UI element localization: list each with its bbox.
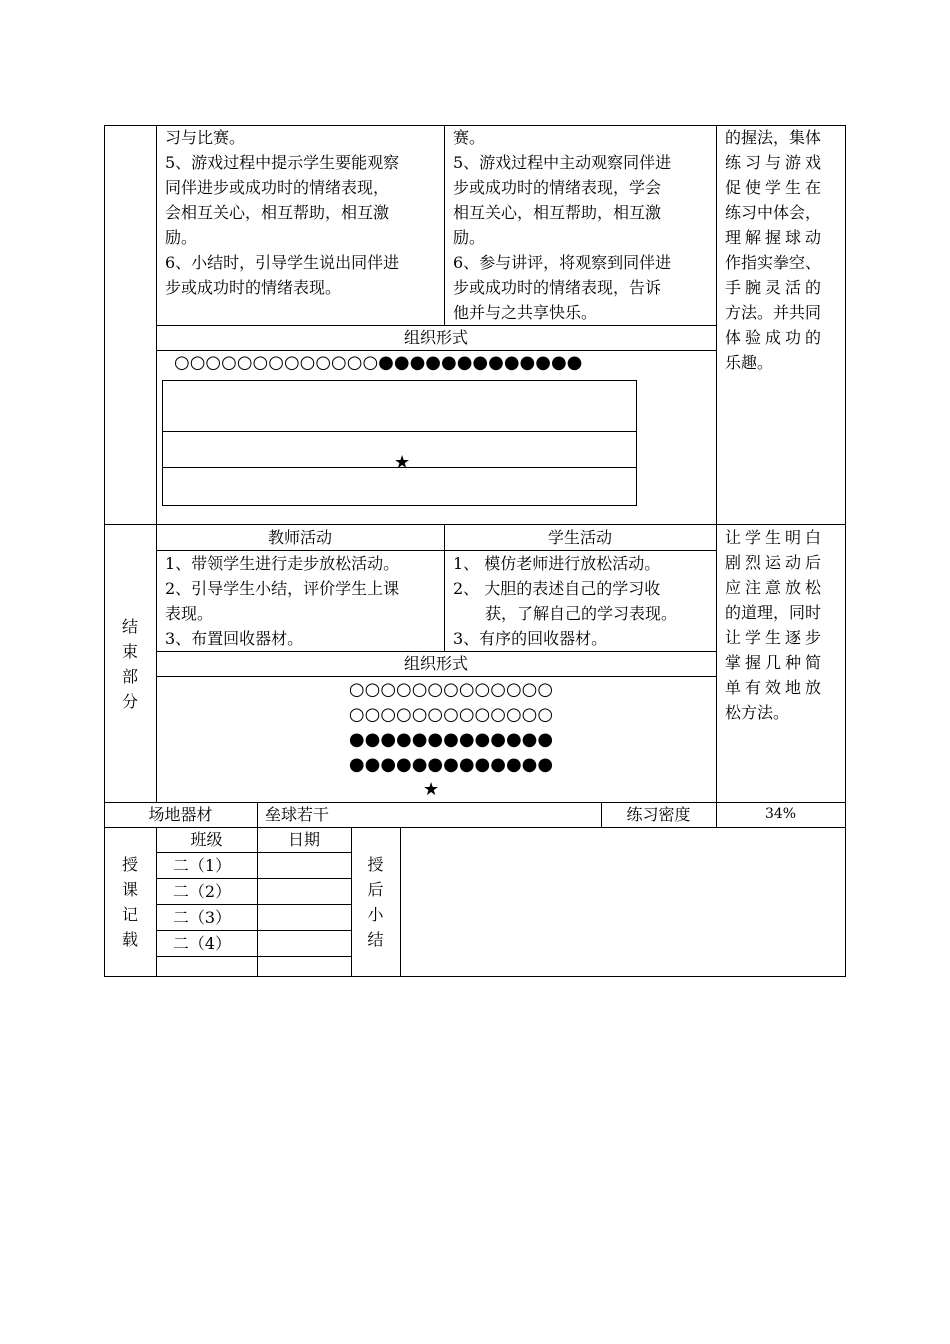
class-header: 班级 [190,830,223,849]
formation-row: ●●●●●●●●●●●●● [348,729,554,750]
text-line: 同伴进步或成功时的情绪表现， [165,178,390,197]
equipment-label: 场地器材 [148,805,213,824]
label-char: 后 [367,880,384,899]
text-line: 他并与之共享快乐。 [453,303,598,322]
text-line: 6、参与讲评，将观察到同伴进 [453,253,672,272]
text-line: 应注意放松 [725,578,826,597]
text-line: 3、布置回收器材。 [165,629,304,648]
text-line: 5、游戏过程中提示学生要能观察 [165,153,400,172]
formation-row: ○○○○○○○○○○○○○●●●●●●●●●●●●● [174,352,583,373]
text-line: 的道理，同时 [725,603,822,622]
text-line: 2、引导学生小结，评价学生上课 [165,579,400,598]
text-line: 6、小结时，引导学生说出同伴进 [165,253,400,272]
text-line: 1、带领学生进行走步放松活动。 [165,554,400,573]
text-line: 励。 [453,228,486,247]
text-line: 练习与游戏 [725,153,826,172]
formation-row: ○○○○○○○○○○○○○ [348,704,554,725]
text-line: 作指实拳空、 [725,253,822,272]
text-line: 乐趣。 [725,353,774,372]
text-line: 步或成功时的情绪表现，学会 [453,178,662,197]
text-line: 让学生逐步 [725,628,826,647]
label-char: 束 [121,642,138,661]
text-line: 表现。 [165,604,214,623]
text-line: 赛。 [453,128,486,147]
label-char: 部 [121,667,138,686]
label-char: 载 [121,930,138,949]
ending-org-label: 组织形式 [403,654,468,673]
label-char: 记 [121,905,138,924]
text-line: 手腕灵活的 [725,278,826,297]
class-cell: 二（3） [172,908,232,927]
equipment-value: 垒球若干 [265,805,330,824]
text-line: 理解握球动 [725,228,826,247]
teacher-activity-header: 教师活动 [267,528,332,547]
text-line: 步或成功时的情绪表现，告诉 [453,278,662,297]
text-line: 单有效地放 [725,678,826,697]
text-line: 3、有序的回收器材。 [453,629,608,648]
teacher-star-icon: ★ [394,452,411,473]
field-rectangle [162,380,637,506]
text-line: 练习中体会， [725,203,822,222]
formation-row: ●●●●●●●●●●●●● [348,754,554,775]
text-line: 1、 模仿老师进行放松活动。 [453,554,661,573]
text-line: 松方法。 [725,703,790,722]
date-header: 日期 [287,830,320,849]
text-line: 促使学生在 [725,178,826,197]
text-line: 会相互关心，相互帮助，相互激 [165,203,390,222]
label-char: 结 [121,617,138,636]
text-line: 获，了解自己的学习表现。 [453,604,678,623]
text-line: 习与比赛。 [165,128,246,147]
text-line: 相互关心，相互帮助，相互激 [453,203,662,222]
field-line [162,431,637,432]
text-line: 励。 [165,228,198,247]
text-line: 剧烈运动后 [725,553,826,572]
text-line: 5、游戏过程中主动观察同伴进 [453,153,672,172]
student-activity-header: 学生活动 [547,528,612,547]
teacher-star-icon: ★ [423,779,440,800]
class-cell: 二（1） [172,856,232,875]
label-char: 分 [121,692,138,711]
class-cell: 二（2） [172,882,232,901]
formation-row: ○○○○○○○○○○○○○ [348,679,554,700]
text-line: 2、 大胆的表述自己的学习收 [453,579,661,598]
part1-org-label: 组织形式 [403,328,468,347]
text-line: 方法。并共同 [725,303,822,322]
text-line: 的握法，集体 [725,128,822,147]
text-line: 让学生明白 [725,528,826,547]
text-line: 掌握几种简 [725,653,826,672]
label-char: 授 [367,855,384,874]
density-value: 34% [764,806,797,822]
class-cell: 二（4） [172,934,232,953]
text-line: 体验成功的 [725,328,826,347]
label-char: 授 [121,855,138,874]
label-char: 课 [121,880,138,899]
label-char: 结 [367,930,384,949]
text-line: 步或成功时的情绪表现。 [165,278,342,297]
density-label: 练习密度 [626,805,691,824]
label-char: 小 [367,905,384,924]
